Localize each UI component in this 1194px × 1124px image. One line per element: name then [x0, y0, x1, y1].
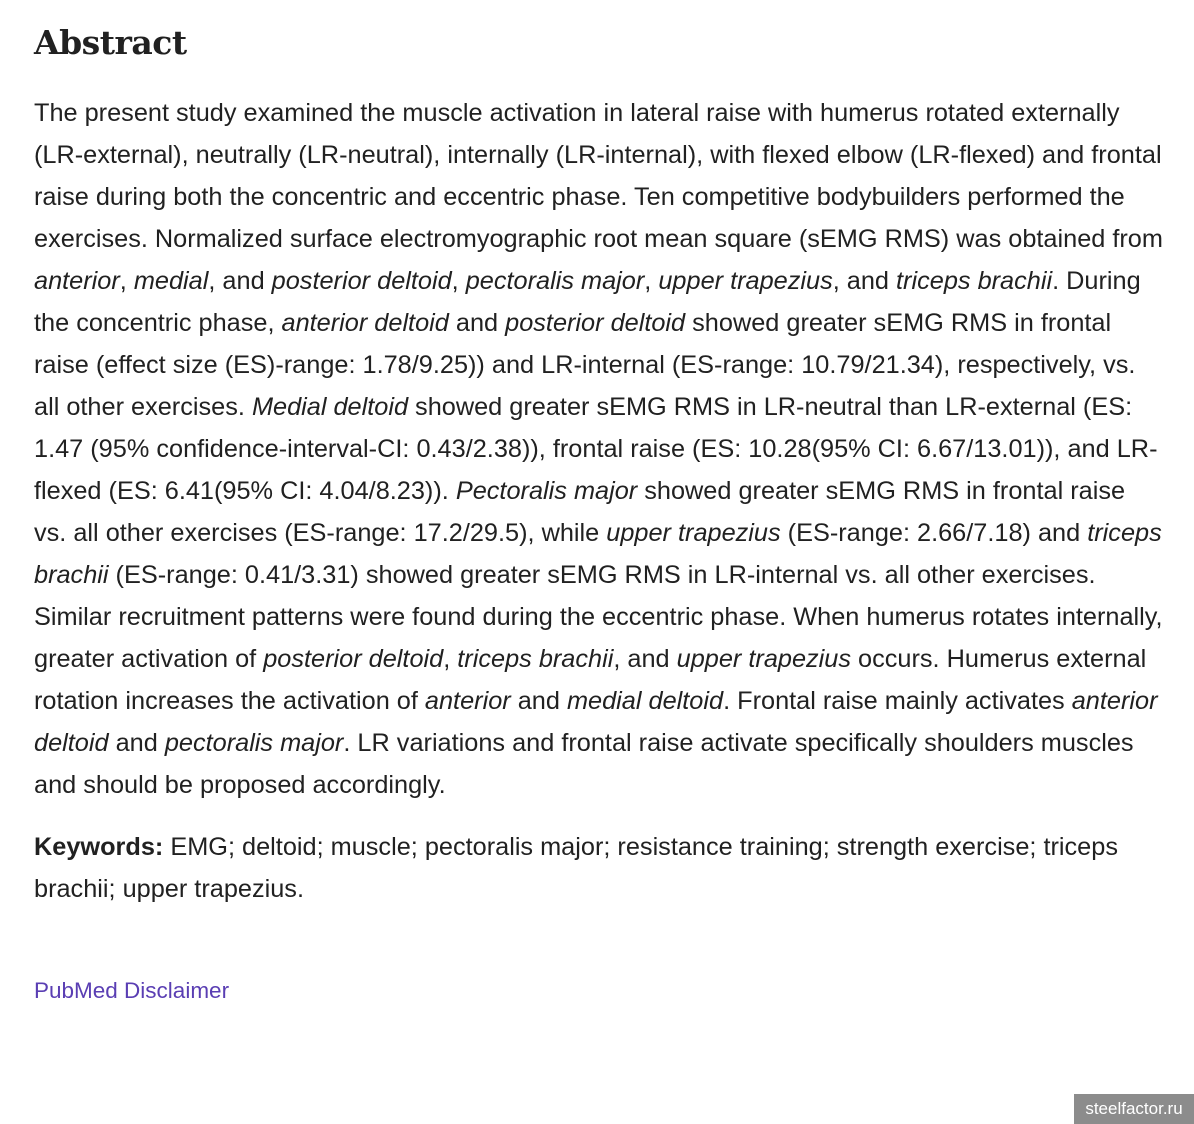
- abstract-text-run: . LR variations and frontal raise activate specifically shoulders muscles and should be proposed accordingly.: [34, 729, 1134, 799]
- italic-term: medial: [133, 267, 209, 295]
- italic-term: anterior: [34, 267, 120, 295]
- italic-term: pectoralis major: [465, 267, 645, 295]
- italic-term: Medial deltoid: [251, 393, 409, 421]
- italic-term: upper trapezius: [658, 267, 833, 295]
- italic-term: triceps brachii: [896, 267, 1053, 295]
- abstract-text-run: showed greater sEMG RMS in frontal raise vs. all other exercises (ES-range: 17.2/29.5), while: [34, 477, 1126, 547]
- italic-term: medial deltoid: [566, 687, 724, 715]
- abstract-text-run: , and: [208, 267, 272, 295]
- italic-term: upper trapezius: [606, 519, 781, 547]
- italic-term: pectoralis major: [164, 729, 344, 757]
- italic-term: triceps brachii: [457, 645, 614, 673]
- abstract-text: [34, 92, 1164, 806]
- keywords-label: Keywords:: [34, 833, 164, 861]
- italic-term: anterior: [424, 687, 511, 715]
- abstract-text-run: (ES-range: 2.66/7.18) and: [780, 519, 1088, 547]
- abstract-text-run: ,: [451, 267, 466, 295]
- italic-term: triceps brachii: [34, 519, 1162, 589]
- keywords: [34, 826, 1164, 910]
- abstract-text-run: . Frontal raise mainly activates: [723, 687, 1072, 715]
- abstract-text-run: ,: [644, 267, 659, 295]
- abstract-text-run: ,: [443, 645, 458, 673]
- italic-term: posterior deltoid: [263, 645, 444, 673]
- abstract-text-run: The present study examined the muscle activation in lateral raise with humerus rotated externally (LR-external), neutrally (LR-neutral), internally (LR-internal), with flexed elbow (LR-flexed) and frontal raise during both the concentric and eccentric phase. Ten competitive bodybuilders performed the exercises. Normalized surface electromyographic root mean square (sEMG RMS) was obtained from: [34, 99, 1163, 253]
- abstract-text-run: (ES-range: 0.41/3.31) showed greater sEMG RMS in LR-internal vs. all other exercises. Similar recruitment patterns were found during the eccentric phase. When humerus rotates internally, greater activation of: [34, 561, 1163, 673]
- keywords-text: EMG; deltoid; muscle; pectoralis major; resistance training; strength exercise; triceps brachii; upper trapezius.: [34, 833, 1118, 903]
- italic-term: anterior deltoid: [281, 309, 449, 337]
- abstract-text-run: , and: [832, 267, 897, 295]
- italic-term: posterior deltoid: [271, 267, 452, 295]
- abstract-heading: Abstract: [34, 23, 187, 62]
- italic-term: upper trapezius: [676, 645, 852, 673]
- abstract-section: [34, 20, 1164, 1006]
- abstract-text-run: and: [108, 729, 165, 757]
- italic-term: anterior deltoid: [34, 687, 1158, 757]
- abstract-text-run: ,: [119, 267, 134, 295]
- abstract-text-run: occurs. Humerus external rotation increases the activation of: [34, 645, 1147, 715]
- abstract-text-run: . During the concentric phase,: [34, 267, 1141, 337]
- abstract-text-run: showed greater sEMG RMS in LR-neutral than LR-external (ES: 1.47 (95% confidence-interval-CI: 0.43/2.38)), frontal raise (ES: 10.28(95% CI: 6.67/13.01)), and LR-flexed (ES: 6.41(95% CI: 4.04/8.23)).: [34, 393, 1158, 505]
- abstract-text-run: and: [510, 687, 567, 715]
- italic-term: Pectoralis major: [455, 477, 638, 505]
- abstract-text-run: , and: [613, 645, 677, 673]
- pubmed-disclaimer-link[interactable]: PubMed Disclaimer: [34, 978, 230, 1003]
- abstract-text-run: showed greater sEMG RMS in frontal raise (effect size (ES)-range: 1.78/9.25)) and LR-internal (ES-range: 10.79/21.34), respectively, vs. all other exercises.: [34, 309, 1136, 421]
- italic-term: posterior deltoid: [505, 309, 686, 337]
- watermark: steelfactor.ru: [1074, 1094, 1194, 1124]
- abstract-text-run: and: [448, 309, 506, 337]
